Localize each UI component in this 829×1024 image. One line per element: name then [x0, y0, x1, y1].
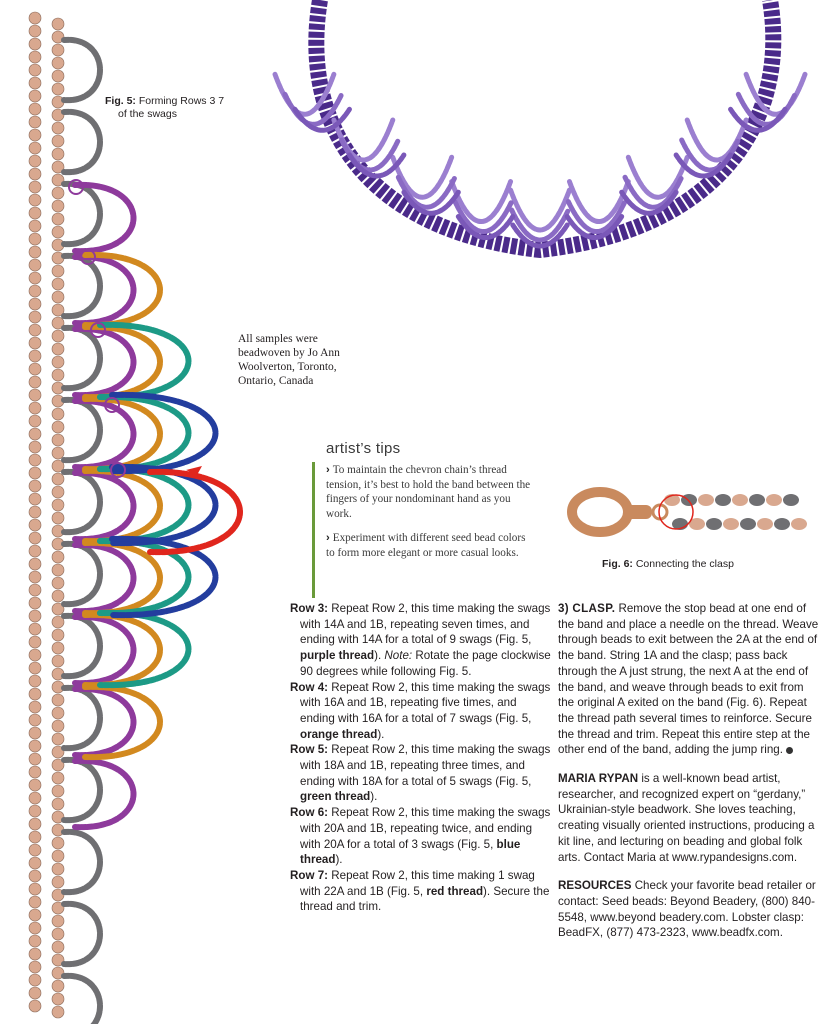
swag-gray	[64, 40, 100, 100]
figure-5-caption-line1: Forming Rows 3 7	[138, 95, 225, 107]
clasp-figure-bead	[732, 494, 748, 506]
band-bead-left	[29, 701, 41, 713]
band-bead-right	[52, 863, 64, 875]
band-bead-right	[52, 187, 64, 199]
thread-reference: blue thread	[300, 837, 521, 867]
clasp-figure-bead	[698, 494, 714, 506]
necklace-band	[316, 0, 773, 250]
band-bead-left	[29, 909, 41, 921]
band-bead-left	[29, 64, 41, 76]
tips-accent-bar	[312, 462, 315, 598]
step-label: Row 4:	[290, 680, 329, 694]
clasp-figure-bead	[783, 494, 799, 506]
step-text-after: ).	[335, 853, 343, 867]
band-bead-right	[52, 720, 64, 732]
tip-item	[326, 463, 536, 521]
clasp-figure-bead	[740, 518, 756, 530]
step-label: Row 7:	[290, 868, 329, 882]
resources-lead: Check your favorite bead retailer or contact:	[558, 879, 816, 908]
band-bead-left	[29, 428, 41, 440]
note-label: Note:	[384, 649, 413, 663]
band-bead-right	[52, 421, 64, 433]
thread-reference: orange thread	[300, 727, 378, 741]
note-text: Rotate the page clockwise 90 degrees while following Fig. 5.	[300, 649, 551, 678]
band-bead-left	[29, 948, 41, 960]
band-bead-right	[52, 213, 64, 225]
thread-reference: red thread	[426, 884, 484, 898]
clasp-step-text: Remove the stop bead at one end of the band and place a needle on the thread. Weave through beads to exit between the 2A at the end of the band. String 1A and the clasp; pass back through the A just strung, the next A at the end of the band, and weave through beads to exit from the original A exited on the band (Fig. 6). Repeat the thread path several times to reinforce. Secure the thread and trim. Repeat this entire step at the other end of the band, adding the jump ring.	[558, 602, 819, 757]
swag-gray	[64, 616, 100, 676]
band-bead-left	[29, 987, 41, 999]
band-bead-right	[52, 707, 64, 719]
band-bead-right	[52, 408, 64, 420]
band-bead-left	[29, 779, 41, 791]
band-bead-right	[52, 265, 64, 277]
band-bead-right	[52, 447, 64, 459]
band-bead-left	[29, 870, 41, 882]
band-bead-left	[29, 545, 41, 557]
thread-reference: green thread	[300, 790, 371, 804]
band-bead-left	[29, 805, 41, 817]
band-bead-left	[29, 792, 41, 804]
step-text: Repeat Row 2, this time making 1 swag with 22A and 1B (Fig. 5,	[300, 868, 535, 898]
band-bead-left	[29, 610, 41, 622]
swag-gray	[64, 256, 100, 316]
band-bead-left	[29, 506, 41, 518]
band-bead-left	[29, 974, 41, 986]
band-bead-left	[29, 129, 41, 141]
swag-gray	[64, 760, 100, 820]
band-bead-right	[52, 941, 64, 953]
step-text: Repeat Row 2, this time making the swags with 18A and 1B, repeating three times, and ending with 18A for a total of 5 swags (Fig. 5,	[300, 743, 551, 788]
band-bead-left	[29, 675, 41, 687]
band-bead-left	[29, 1000, 41, 1012]
band-bead-right	[52, 629, 64, 641]
band-bead-left	[29, 181, 41, 193]
band-bead-left	[29, 597, 41, 609]
band-bead-right	[52, 785, 64, 797]
band-bead-left	[29, 337, 41, 349]
band-bead-left	[29, 883, 41, 895]
band-bead-right	[52, 122, 64, 134]
swag-gray	[64, 112, 100, 172]
band-bead-left	[29, 376, 41, 388]
band-bead-left	[29, 493, 41, 505]
band-bead-right	[52, 434, 64, 446]
clasp-stem	[626, 505, 652, 519]
end-mark-icon	[786, 747, 793, 754]
resources-text: Seed beads: Beyond Beadery, (800) 840-5548, www.beyond beadery.com. Lobster clasp: BeadFX, (877) 473-2323, www.beadfx.com.	[558, 894, 815, 940]
band-bead-right	[52, 993, 64, 1005]
clasp-figure-bead	[774, 518, 790, 530]
swag-gray	[64, 472, 100, 532]
band-bead-right	[52, 343, 64, 355]
step-text-after: ). Secure the thread and trim.	[300, 884, 550, 914]
band-bead-left	[29, 363, 41, 375]
figure-6-clasp-diagram	[572, 492, 807, 532]
band-bead-right	[52, 70, 64, 82]
band-bead-left	[29, 454, 41, 466]
band-bead-left	[29, 714, 41, 726]
swag-gray	[64, 904, 100, 964]
band-bead-left	[29, 51, 41, 63]
band-bead-right	[52, 772, 64, 784]
step-row-4	[290, 680, 552, 743]
band-bead-right	[52, 655, 64, 667]
step-text-after: ).	[370, 790, 378, 804]
necklace-photo	[275, 0, 805, 250]
band-bead-left	[29, 896, 41, 908]
step-text-after: ).	[377, 727, 385, 741]
band-bead-left	[29, 415, 41, 427]
band-bead-left	[29, 155, 41, 167]
author-bio	[558, 771, 820, 865]
instructions-left-column	[290, 601, 552, 915]
clasp-figure-bead	[723, 518, 739, 530]
figure-5-label: Fig. 5:	[105, 95, 136, 107]
band-bead-right	[52, 642, 64, 654]
clasp-figure-bead	[715, 494, 731, 506]
band-bead-right	[52, 148, 64, 160]
band-bead-right	[52, 980, 64, 992]
band-bead-right	[52, 356, 64, 368]
step-label: Row 5:	[290, 743, 329, 757]
band-bead-right	[52, 44, 64, 56]
band-bead-left	[29, 77, 41, 89]
band-bead-right	[52, 577, 64, 589]
clasp-figure-bead	[749, 494, 765, 506]
step-label: Row 3:	[290, 602, 329, 615]
band-bead-left	[29, 350, 41, 362]
figure-5-caption-line2: of the swags	[118, 108, 177, 120]
band-bead-right	[52, 564, 64, 576]
instructions-right-column	[558, 601, 820, 941]
band-bead-left	[29, 844, 41, 856]
band-bead-right	[52, 733, 64, 745]
band-bead-left	[29, 194, 41, 206]
band-bead-right	[52, 369, 64, 381]
band-bead-left	[29, 402, 41, 414]
band-bead-right	[52, 135, 64, 147]
step-row-5	[290, 742, 552, 805]
band-bead-right	[52, 694, 64, 706]
swag-gray	[64, 400, 100, 460]
band-bead-left	[29, 831, 41, 843]
band-bead-left	[29, 662, 41, 674]
clasp-figure-bead	[766, 494, 782, 506]
band-bead-left	[29, 532, 41, 544]
band-bead-left	[29, 259, 41, 271]
step-text-after: ).	[374, 649, 385, 663]
band-bead-left	[29, 688, 41, 700]
band-bead-right	[52, 473, 64, 485]
clasp-figure-bead	[791, 518, 807, 530]
step-label: Row 6:	[290, 806, 329, 820]
clasp-figure-bead	[706, 518, 722, 530]
band-bead-left	[29, 766, 41, 778]
resources	[558, 878, 820, 941]
clasp-step-label: 3) CLASP.	[558, 602, 616, 615]
resources-label: RESOURCES	[558, 879, 632, 893]
author-name: MARIA RYPAN	[558, 772, 639, 786]
clasp-figure-bead	[757, 518, 773, 530]
band-bead-right	[52, 798, 64, 810]
band-bead-left	[29, 220, 41, 232]
band-bead-left	[29, 441, 41, 453]
band-bead-left	[29, 857, 41, 869]
author-bio-text: is a well-known bead artist, researcher, and recognized expert on “gerdany,” Ukrainian-style beadwork. She loves teaching, creating visually oriented instructions, producing a kit line, and lecturing on beading and global folk arts. Contact Maria at www.rypandesigns.com.	[558, 772, 815, 864]
samples-credit-note: All samples were beadwoven by Jo Ann Woolverton, Toronto, Ontario, Canada	[238, 333, 340, 387]
band-bead-left	[29, 922, 41, 934]
band-bead-right	[52, 226, 64, 238]
band-bead-left	[29, 324, 41, 336]
band-bead-left	[29, 90, 41, 102]
artist-tips-title: artist’s tips	[326, 440, 401, 457]
band-bead-left	[29, 25, 41, 37]
band-bead-left	[29, 38, 41, 50]
band-bead-left	[29, 740, 41, 752]
band-bead-right	[52, 512, 64, 524]
band-bead-right	[52, 928, 64, 940]
band-bead-left	[29, 116, 41, 128]
band-bead-left	[29, 584, 41, 596]
band-bead-left	[29, 649, 41, 661]
swag-gray	[64, 544, 100, 604]
band-bead-right	[52, 278, 64, 290]
figure-5-caption	[105, 95, 265, 121]
figure-6-caption-text: Connecting the clasp	[635, 558, 734, 570]
band-bead-left	[29, 467, 41, 479]
tip-text: To maintain the chevron chain’s thread tension, it’s best to hold the band between the fingers of your nondominant hand as you work.	[326, 464, 531, 520]
band-bead-left	[29, 168, 41, 180]
band-bead-right	[52, 551, 64, 563]
band-bead-right	[52, 83, 64, 95]
figure-6-caption	[602, 558, 734, 570]
step-row-3	[290, 601, 552, 680]
step-text: Repeat Row 2, this time making the swags with 16A and 1B, repeating five times, and ending with 16A for a total of 7 swags (Fig. 5,	[300, 680, 551, 725]
band-bead-right	[52, 837, 64, 849]
clasp-step	[558, 601, 820, 758]
band-bead-left	[29, 142, 41, 154]
swag-gray	[64, 688, 100, 748]
band-bead-right	[52, 915, 64, 927]
band-bead-right	[52, 486, 64, 498]
band-bead-right	[52, 200, 64, 212]
band-bead-left	[29, 519, 41, 531]
band-bead-right	[52, 1006, 64, 1018]
band-bead-right	[52, 850, 64, 862]
band-bead-left	[29, 818, 41, 830]
lobster-clasp	[572, 492, 628, 532]
tip-item	[326, 531, 536, 560]
band-bead-left	[29, 389, 41, 401]
step-row-7	[290, 868, 552, 915]
band-bead-left	[29, 272, 41, 284]
band-bead-left	[29, 636, 41, 648]
thread-reference: purple thread	[300, 649, 375, 663]
figure-5-bead-diagram	[29, 12, 240, 1024]
band-bead-left	[29, 727, 41, 739]
step-text: Repeat Row 2, this time making the swags with 20A and 1B, repeating twice, and ending with 20A for a total of 3 swags (Fig. 5,	[300, 806, 551, 851]
band-bead-left	[29, 12, 41, 24]
band-bead-left	[29, 103, 41, 115]
band-bead-left	[29, 571, 41, 583]
band-bead-right	[52, 291, 64, 303]
band-bead-left	[29, 233, 41, 245]
band-bead-left	[29, 935, 41, 947]
tip-text: Experiment with different seed bead colors to form more elegant or more casual looks.	[326, 532, 526, 559]
band-bead-left	[29, 246, 41, 258]
band-bead-left	[29, 623, 41, 635]
chevron-right-icon: ›	[326, 532, 330, 544]
band-bead-left	[29, 311, 41, 323]
band-bead-left	[29, 207, 41, 219]
step-row-6	[290, 805, 552, 868]
band-bead-left	[29, 298, 41, 310]
band-bead-right	[52, 876, 64, 888]
step-text: Repeat Row 2, this time making the swags with 14A and 1B, repeating seven times, and ending with 14A for a total of 9 swags (Fig. 5,	[300, 602, 551, 647]
band-bead-left	[29, 961, 41, 973]
band-bead-right	[52, 18, 64, 30]
band-bead-right	[52, 499, 64, 511]
figure-6-label: Fig. 6:	[602, 558, 633, 570]
swag-gray	[64, 832, 100, 892]
swag-gray	[64, 184, 100, 244]
band-bead-left	[29, 558, 41, 570]
band-bead-right	[52, 590, 64, 602]
chevron-right-icon: ›	[326, 464, 330, 476]
band-bead-right	[52, 330, 64, 342]
band-bead-right	[52, 57, 64, 69]
band-bead-left	[29, 480, 41, 492]
swag-gray	[64, 976, 100, 1024]
band-bead-left	[29, 285, 41, 297]
band-bead-left	[29, 753, 41, 765]
